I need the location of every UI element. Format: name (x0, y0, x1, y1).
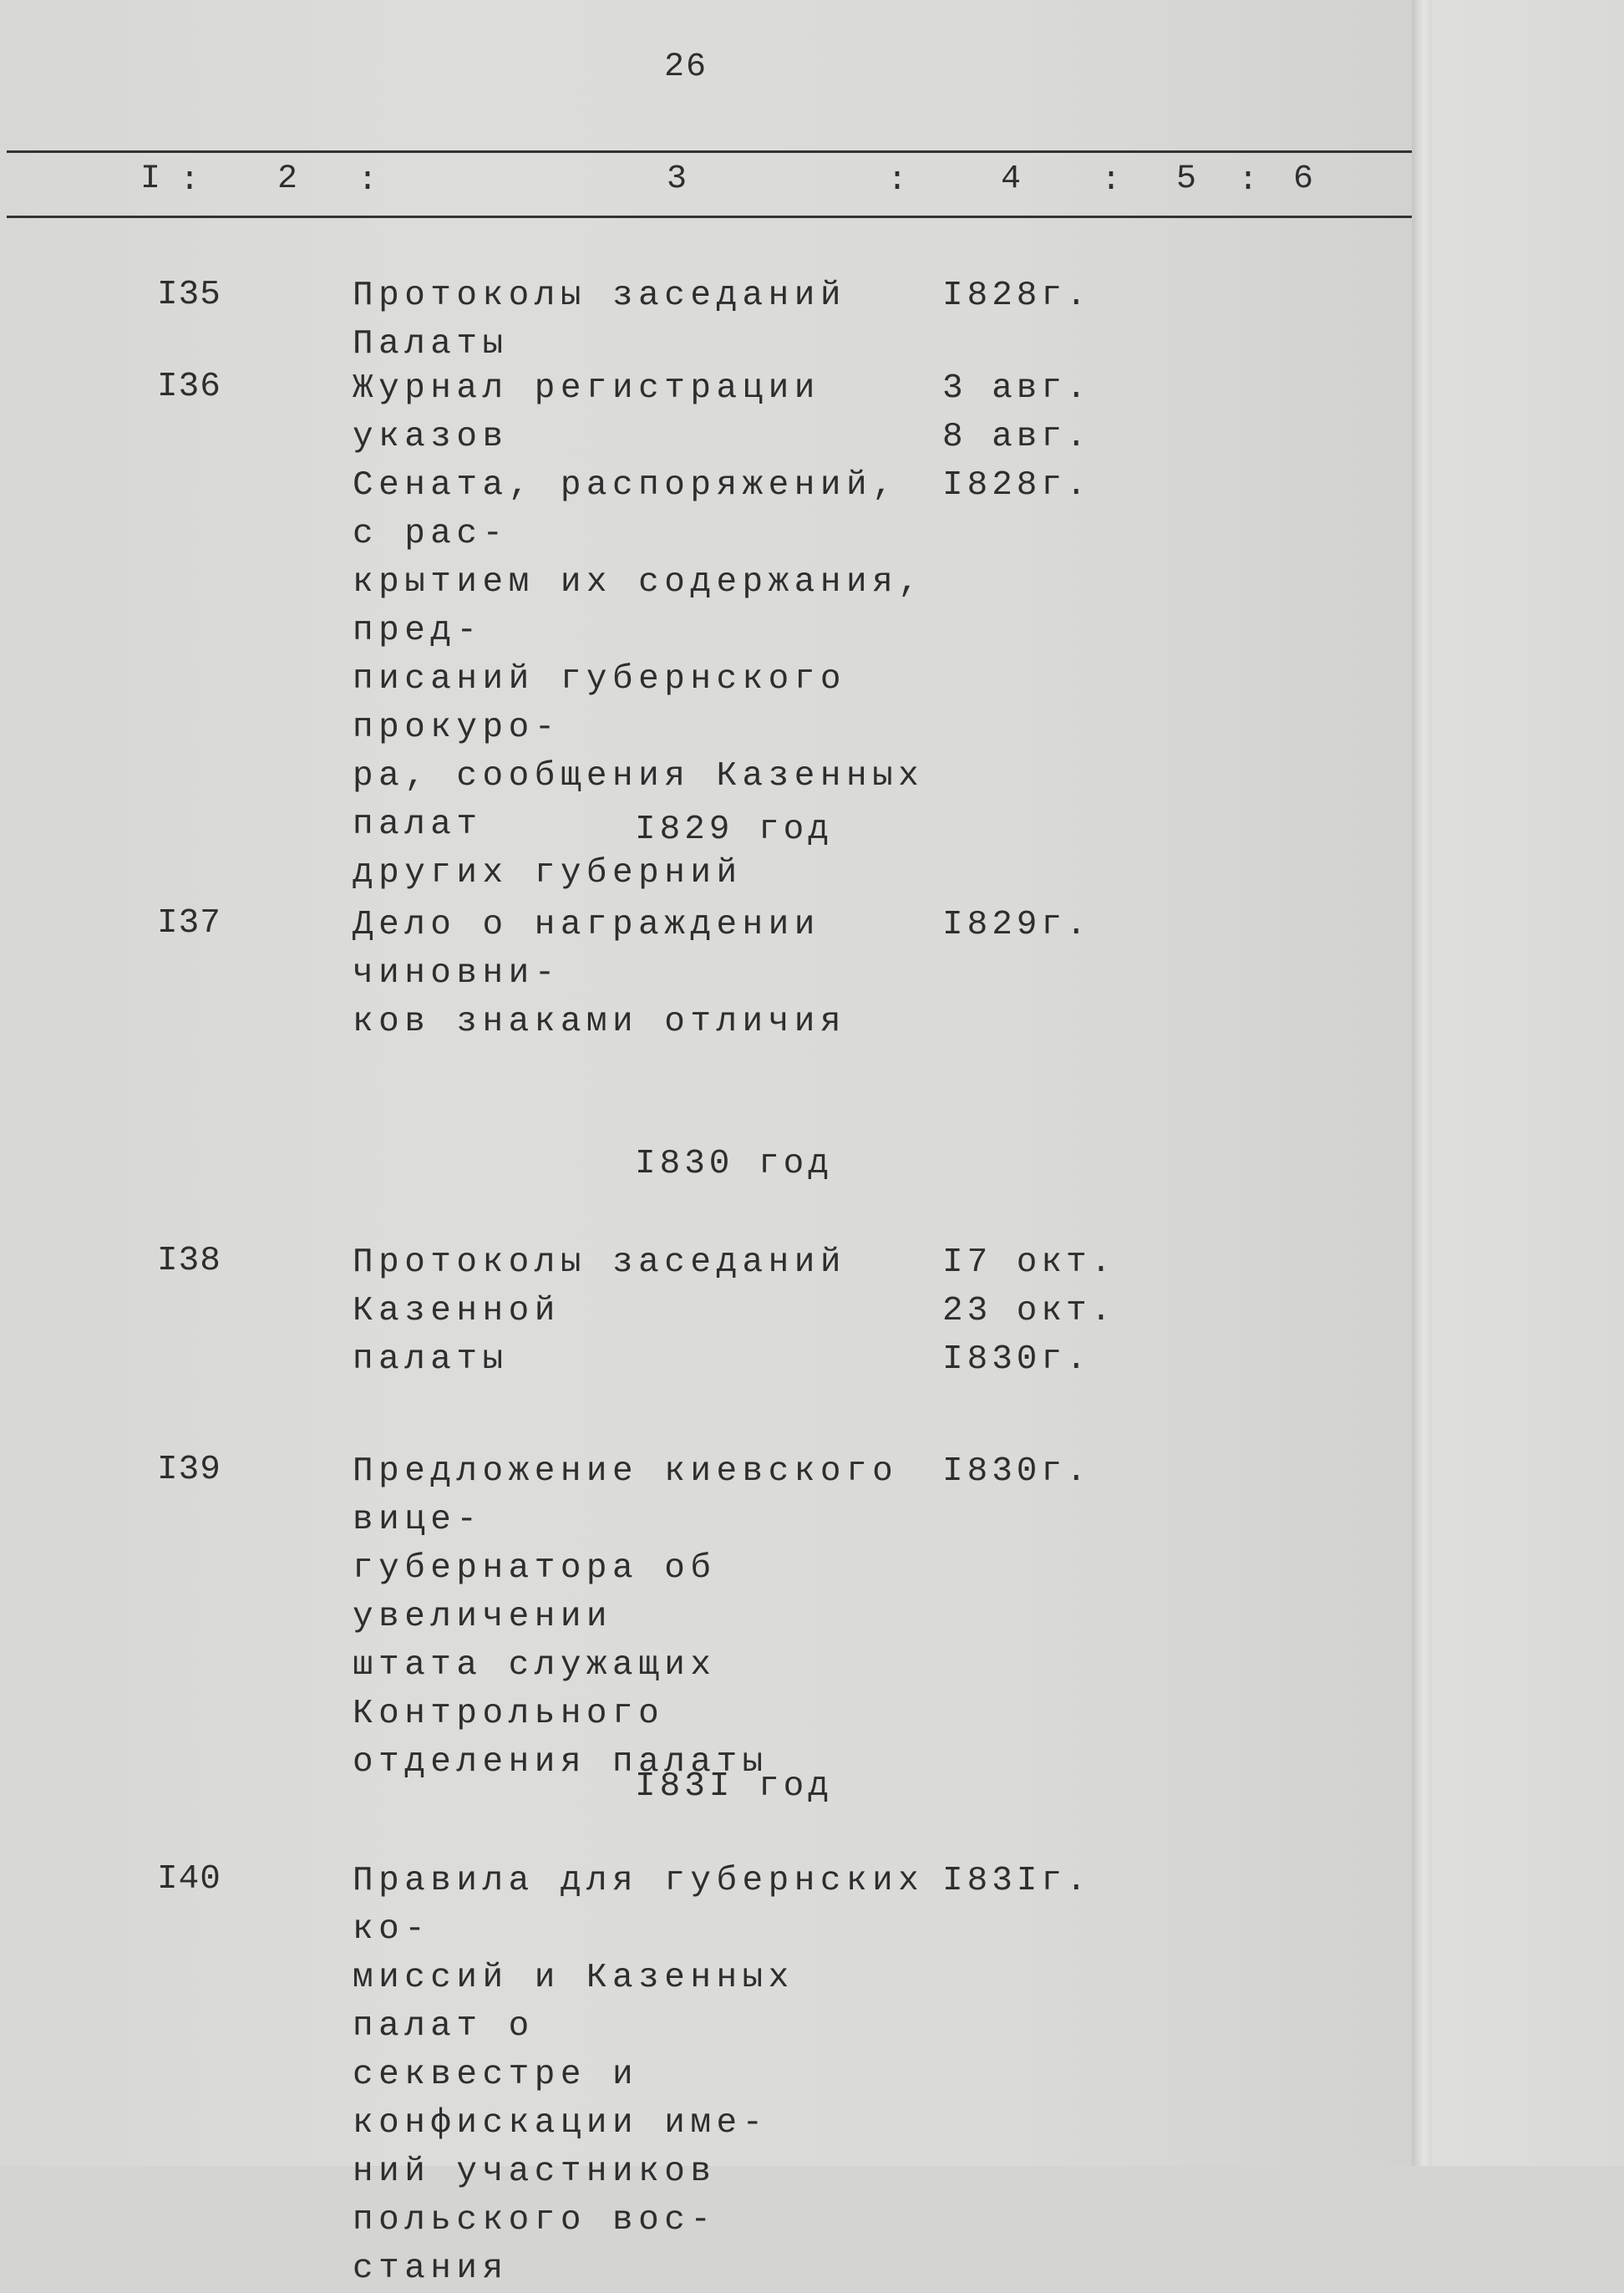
entry-number: I35 (157, 276, 221, 314)
entry-date: I7 окт. 23 окт. I830г. (942, 1243, 1116, 1379)
column-separator: : (1238, 162, 1259, 200)
header-rule-top (7, 150, 1420, 153)
entry-date: I83Iг. (942, 1862, 1091, 1900)
column-header-4: 4 (1001, 160, 1022, 198)
entry-number: I39 (157, 1451, 221, 1489)
entry-title: Протоколы заседаний Казенной палаты (353, 1243, 846, 1379)
year-heading: I830 год (635, 1145, 833, 1183)
column-header-1: I (140, 160, 161, 198)
entry-date: I829г. (942, 906, 1091, 944)
header-rule-bottom (7, 216, 1420, 218)
entry-title: Правила для губернских ко- миссий и Казенных палат о секвестре и конфискации име- ний участников польского вос- стания (353, 1862, 925, 2288)
entry-title: Журнал регистрации указов Сената, распоряжений, с рас- крытием их содержания, пред- писаний губернского прокуро- ра, сообщения Казенных палат других губерний (353, 369, 925, 892)
entry-number: I36 (157, 368, 221, 406)
column-header-3: 3 (667, 160, 688, 198)
entry-title: Протоколы заседаний Палаты (353, 277, 846, 364)
entry-title: Предложение киевского вице- губернатора об увеличении штата служащих Контрольного отделения палаты (353, 1452, 899, 1782)
background-surface (1432, 0, 1624, 2166)
column-header-2: 2 (277, 160, 298, 198)
column-separator: : (358, 162, 378, 200)
column-separator: : (1101, 162, 1122, 200)
year-heading: I83I год (635, 1767, 833, 1806)
entry-date: I828г. (942, 277, 1091, 315)
column-separator: : (180, 162, 200, 200)
page-number: 26 (664, 48, 708, 86)
entry-number: I40 (157, 1860, 221, 1899)
entry-number: I38 (157, 1242, 221, 1280)
column-separator: : (887, 162, 908, 200)
year-heading: I829 год (635, 811, 833, 849)
entry-title: Дело о награждении чиновни- ков знаками отличия (353, 906, 846, 1041)
page-edge (1412, 0, 1432, 2166)
entry-date: I830г. (942, 1452, 1091, 1491)
entry-number: I37 (157, 904, 221, 943)
column-header-5: 5 (1176, 160, 1197, 198)
column-header-6: 6 (1293, 160, 1314, 198)
entry-date: 3 авг. 8 авг. I828г. (942, 369, 1091, 505)
